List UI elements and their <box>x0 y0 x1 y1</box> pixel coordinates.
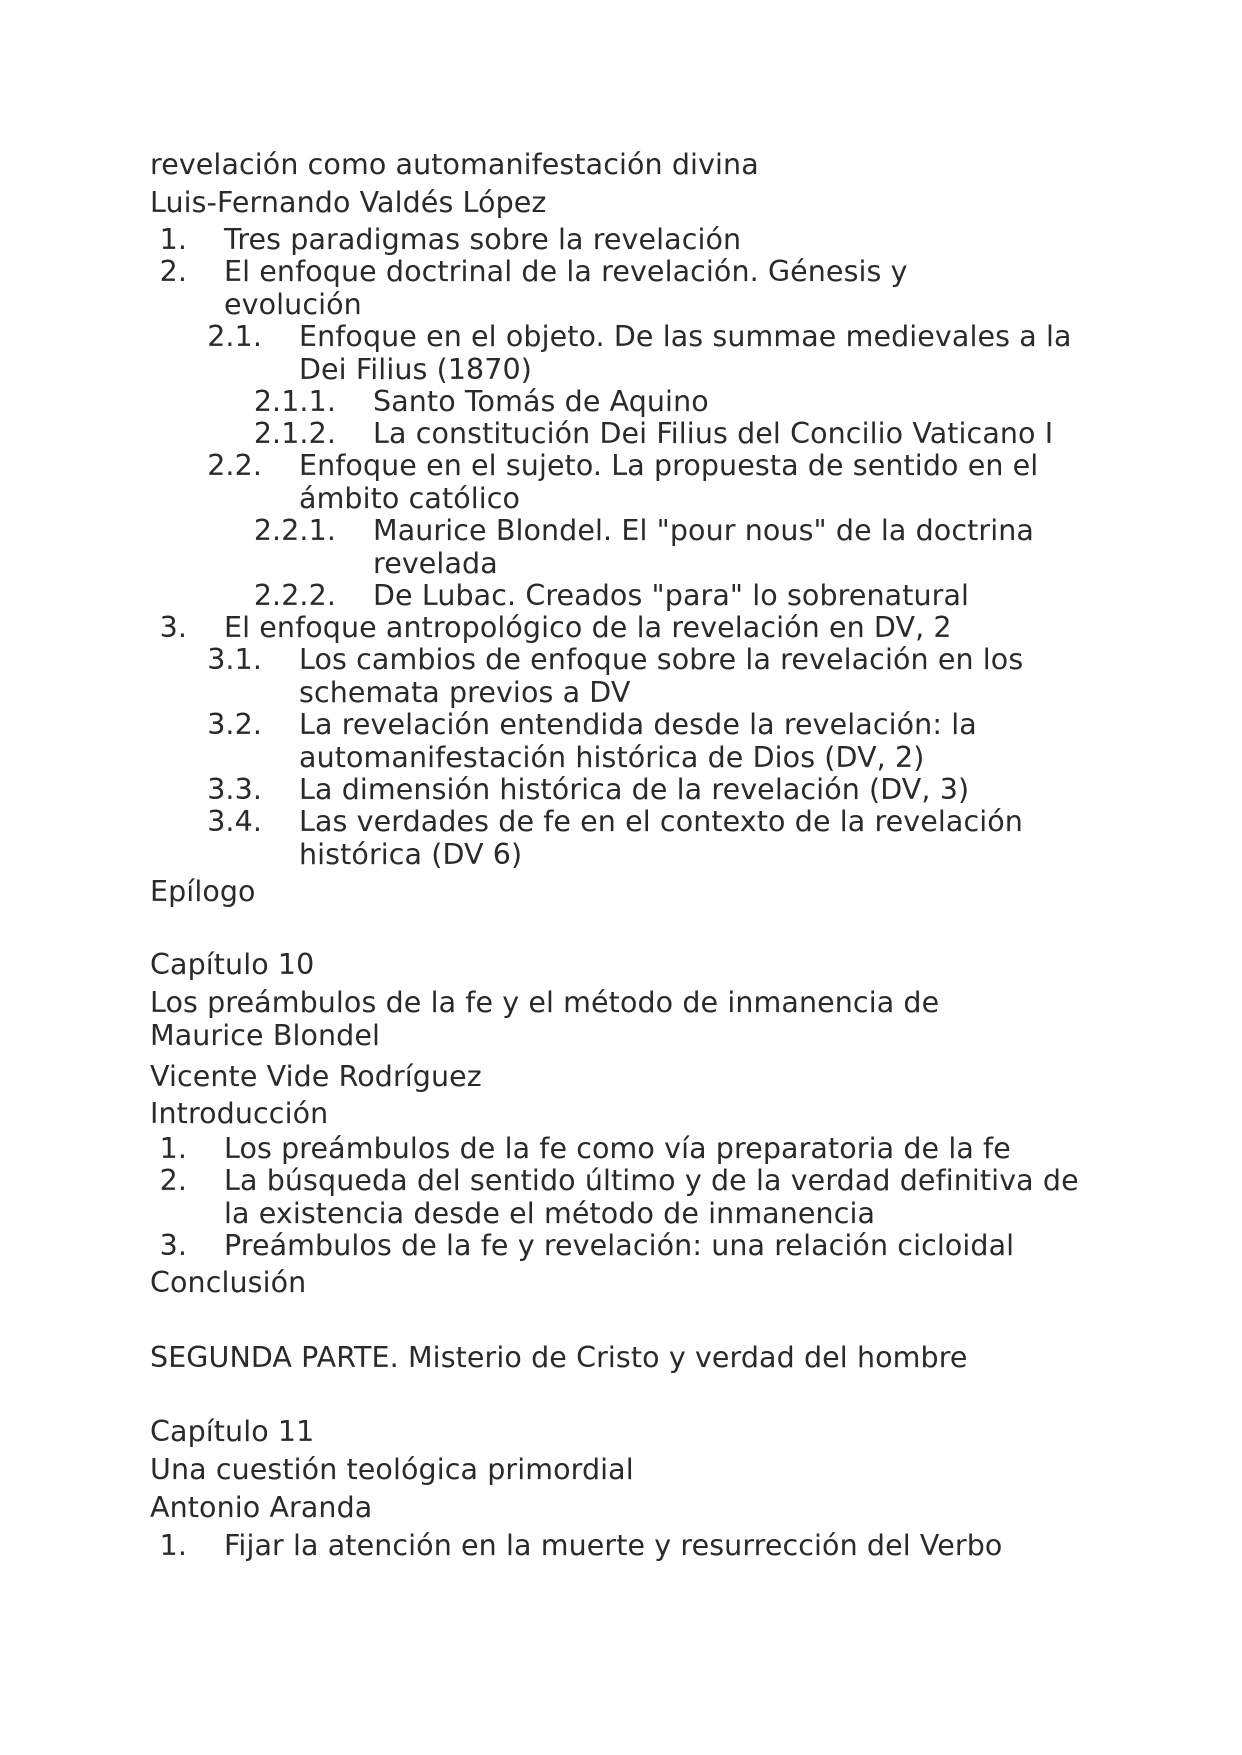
toc-entry-number: 2. <box>159 255 187 288</box>
toc-entry-number: 2.2. <box>207 449 262 482</box>
toc-entry-number: 3.1. <box>207 643 262 676</box>
toc-entry <box>0 515 1242 581</box>
toc-entry-text: La búsqueda del sentido último y de la verdad definitiva de la existencia desde el método de inmanencia <box>224 1164 1079 1230</box>
chapter-author: Antonio Aranda <box>150 1491 373 1524</box>
toc-entry <box>0 224 1242 257</box>
toc-entry-text: El enfoque antropológico de la revelación en DV, 2 <box>224 611 952 644</box>
toc-entry-number: 2.2.2. <box>253 579 336 612</box>
toc-entry-text: De Lubac. Creados "para" lo sobrenatural <box>373 579 970 612</box>
toc-entry-text: El enfoque doctrinal de la revelación. Génesis y evolución <box>224 255 908 321</box>
toc-entry-text: Enfoque en el objeto. De las summae medievales a la Dei Filius (1870) <box>299 320 1072 386</box>
toc-entry-text: Fijar la atención en la muerte y resurrección del Verbo <box>224 1529 1003 1562</box>
toc-entry-number: 1. <box>159 1529 187 1562</box>
epilogue-heading: Epílogo <box>150 875 256 908</box>
toc-entry-text: La dimensión histórica de la revelación (DV, 3) <box>299 773 970 806</box>
toc-entry-text: Maurice Blondel. El "pour nous" de la doctrina revelada <box>373 514 1034 580</box>
chapter-author: Luis-Fernando Valdés López <box>150 186 547 219</box>
toc-entry <box>0 709 1242 775</box>
toc-entry-number: 2.2.1. <box>253 514 336 547</box>
chapter-number: Capítulo 10 <box>150 948 315 981</box>
toc-entry <box>0 450 1242 516</box>
toc-entry <box>0 1165 1242 1231</box>
toc-entry-text: La revelación entendida desde la revelación: la automanifestación histórica de Dios (DV, 2) <box>299 708 977 774</box>
toc-entry-text: Preámbulos de la fe y revelación: una relación cicloidal <box>224 1229 1015 1262</box>
toc-entry <box>0 1230 1242 1263</box>
chapter-author: Vicente Vide Rodríguez <box>150 1060 482 1093</box>
toc-entry <box>0 256 1242 322</box>
toc-entry <box>0 386 1242 419</box>
toc-entry <box>0 321 1242 387</box>
chapter-number: Capítulo 11 <box>150 1415 315 1448</box>
toc-entry-text: Tres paradigmas sobre la revelación <box>224 223 742 256</box>
chapter-title: Los preámbulos de la fe y el método de inmanencia de Maurice Blondel <box>150 986 940 1052</box>
toc-entry-number: 3. <box>159 611 187 644</box>
toc-entry-text: Santo Tomás de Aquino <box>373 385 709 418</box>
toc-entry <box>0 1133 1242 1166</box>
toc-entry <box>0 418 1242 451</box>
toc-entry-text: La constitución Dei Filius del Concilio Vaticano I <box>373 417 1054 450</box>
toc-entry-number: 2.1. <box>207 320 262 353</box>
toc-entry <box>0 774 1242 807</box>
toc-entry-number: 3.4. <box>207 805 262 838</box>
toc-entry-number: 2.1.1. <box>253 385 336 418</box>
toc-entry <box>0 580 1242 613</box>
toc-entry-text: Los preámbulos de la fe como vía preparatoria de la fe <box>224 1132 1011 1165</box>
toc-entry-text: Los cambios de enfoque sobre la revelación en los schemata previos a DV <box>299 643 1024 709</box>
toc-entry-number: 3.3. <box>207 773 262 806</box>
introduction-heading: Introducción <box>150 1097 329 1130</box>
toc-entry-number: 2.1.2. <box>253 417 336 450</box>
toc-entry <box>0 612 1242 645</box>
toc-entry-number: 3.2. <box>207 708 262 741</box>
part-heading: SEGUNDA PARTE. Misterio de Cristo y verdad del hombre <box>150 1341 968 1374</box>
toc-entry-text: Enfoque en el sujeto. La propuesta de sentido en el ámbito católico <box>299 449 1039 515</box>
chapter-title-tail: revelación como automanifestación divina <box>150 148 759 181</box>
toc-entry <box>0 644 1242 710</box>
toc-entry <box>0 1530 1242 1563</box>
toc-entry-number: 2. <box>159 1164 187 1197</box>
toc-entry-number: 1. <box>159 1132 187 1165</box>
chapter-title: Una cuestión teológica primordial <box>150 1453 634 1486</box>
conclusion-heading: Conclusión <box>150 1266 307 1299</box>
toc-entry-number: 1. <box>159 223 187 256</box>
toc-entry <box>0 806 1242 872</box>
toc-entry-text: Las verdades de fe en el contexto de la revelación histórica (DV 6) <box>299 805 1023 871</box>
toc-entry-number: 3. <box>159 1229 187 1262</box>
